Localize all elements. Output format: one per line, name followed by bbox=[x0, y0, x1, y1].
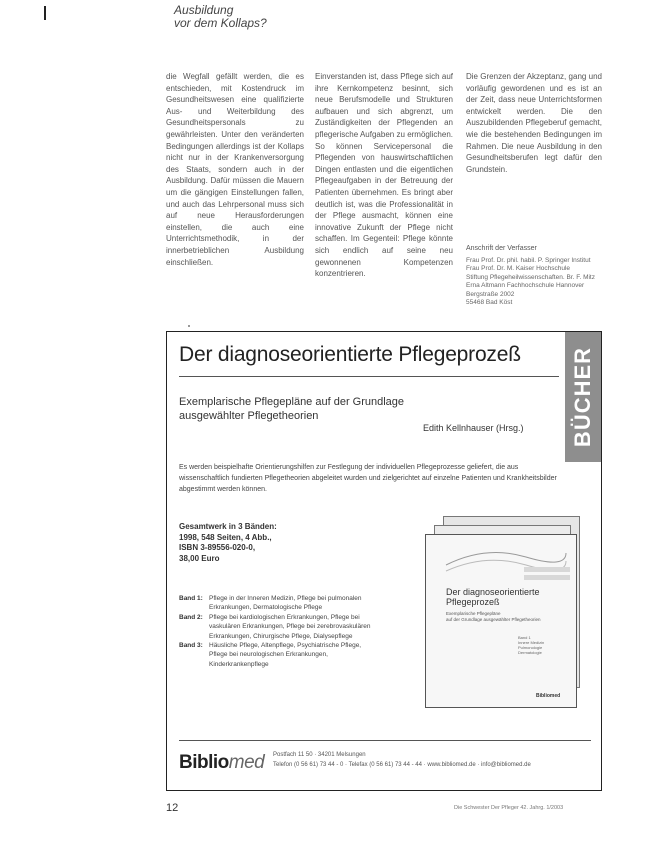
cover-volume-item: Pulmonologie bbox=[518, 645, 543, 650]
cover-graphic-icon bbox=[426, 535, 576, 585]
volume-line: Pflege bei neurologischen Erkrankungen, bbox=[209, 651, 328, 659]
cover-subtitle bbox=[446, 611, 541, 622]
author-address-line: Frau Prof. Dr. M. Kaiser Hochschule bbox=[466, 265, 571, 272]
cover-title bbox=[446, 587, 540, 607]
volume-label: Band 1: bbox=[179, 595, 203, 602]
article-column-1 bbox=[166, 71, 304, 268]
volume-line: Erkrankungen, Chirurgische Pflege, Dialysepflege bbox=[209, 632, 353, 640]
volume-label: Band 2: bbox=[179, 613, 203, 621]
journal-footline: Die Schwester Der Pfleger 42. Jahrg. 1/2003 bbox=[454, 805, 564, 811]
cover-title-line1: Der diagnoseorientierte bbox=[446, 587, 540, 597]
volume-line: vaskulären Erkrankungen, Pflege bei zerebrovaskulären bbox=[209, 623, 371, 631]
cover-volume-item: Dermatologie bbox=[518, 650, 542, 655]
author-address-line: Stiftung Pflegeheilwissenschaften. Br. F. Mitz bbox=[466, 273, 595, 281]
volume-item bbox=[179, 641, 419, 669]
volume-item bbox=[179, 613, 419, 641]
volume-line: Häusliche Pflege, Altenpflege, Psychiatrische Pflege, bbox=[209, 642, 362, 650]
ad-subtitle-line2: ausgewählter Pflegetheorien bbox=[179, 410, 319, 422]
volume-line: Kinderkrankenpflege bbox=[209, 660, 269, 668]
volume-label: Band 3: bbox=[179, 642, 203, 650]
cover-volume-list bbox=[518, 635, 544, 655]
ad-edition-line: Gesamtwerk in 3 Bänden: bbox=[179, 522, 277, 531]
article-column-1-text: die Wegfall gefällt werden, die es entschieden, mit Kostendruck im Gesundheitswesen eine qualifizierte Aus- und Weiterbildung des Gesundheitspersonals zu gewährleisten. Unter den veränderten Bedingungen allerdings ist der Kollaps nicht nur in der Krankenversorgung des Staats, sondern auch in der Ausbildung. Dafür müssen die Mauern um die gängigen Einstellungen fallen, und auch das Lehrpersonal muss sich auf neue Herausforderungen einstellen, die auch eine Unterrichtsmethodik, in der innerbetrieblichen Ausbildung einschließen. bbox=[166, 72, 304, 267]
ad-edition-info bbox=[179, 522, 277, 564]
volume-item bbox=[179, 594, 419, 613]
author-address-line: 55468 Bad Köst bbox=[466, 299, 513, 306]
ad-footer-rule bbox=[179, 740, 591, 741]
publisher-contact-line2: Telefon (0 56 61) 73 44 - 0 · Telefax (0 56 61) 73 44 - 44 · www.bibliomed.de · info@bibliomed.de bbox=[273, 762, 531, 768]
book-advertisement bbox=[166, 331, 602, 791]
author-address-line: Bergstraße 2002 bbox=[466, 290, 515, 298]
cover-subtitle-line2: auf der Grundlage ausgewählter Pflegetheorien bbox=[446, 616, 541, 622]
author-address-heading: Anschrift der Verfasser bbox=[466, 245, 537, 252]
cover-title-line2: Pflegeprozeß bbox=[446, 597, 500, 607]
ad-edition-line: 38,00 Euro bbox=[179, 553, 220, 563]
ad-title-rule bbox=[179, 376, 559, 377]
ad-volume-list bbox=[179, 594, 419, 669]
ad-description: Es werden beispielhafte Orientierungshilfen zur Festlegung der individuellen Pflegeprozesse geliefert, die aus wissenschaftlich fundierten Pflegetheorien abgeleitet wurden und zielgerichtet auf einzelne Patienten und Krankheitsbilder abgestimmt werden können. bbox=[179, 464, 557, 493]
ad-subtitle bbox=[179, 395, 404, 423]
author-address-line: Frau Prof. Dr. phil. habil. P. Springer Institut bbox=[466, 256, 591, 264]
bibliomed-logo bbox=[179, 752, 264, 774]
volume-line: Pflege in der Inneren Medizin, Pflege bei pulmonalen bbox=[209, 595, 362, 602]
ad-subtitle-line1: Exemplarische Pflegepläne auf der Grundlage bbox=[179, 396, 405, 408]
cover-volume-item: Band 1 bbox=[518, 635, 531, 640]
article-column-3-text: Die Grenzen der Akzeptanz, gang und vorläufig gewordenen und es ist an der Zeit, dass neue Unterrichtsformen entwickelt werden. Die den Auszubildenden Pflegeberuf gemacht, wie die bestehenden Bedingungen im Rahmen. Die neue Ausbildung in den Gesundheitsberufen legt dafür den Grundstein. bbox=[466, 72, 602, 174]
divider-dot bbox=[188, 325, 190, 327]
buecher-badge bbox=[565, 332, 601, 462]
ad-edition-line: 1998, 548 Seiten, 4 Abb., bbox=[179, 532, 272, 542]
author-address-line: Erna Altmann Fachhochschule Hannover bbox=[466, 282, 585, 289]
section-header-line2: vor dem Kollaps? bbox=[174, 16, 267, 30]
cover-publisher: Bibliomed bbox=[536, 693, 561, 699]
ad-editor: Edith Kellnhauser (Hrsg.) bbox=[423, 423, 524, 433]
margin-bar bbox=[44, 6, 46, 20]
author-address bbox=[466, 245, 606, 308]
book-cover-stack bbox=[425, 516, 595, 706]
article-column-2 bbox=[315, 71, 453, 280]
volume-line: Erkrankungen, Dermatologische Pflege bbox=[209, 604, 323, 612]
page-number: 12 bbox=[166, 802, 179, 814]
publisher-contact bbox=[273, 750, 531, 770]
logo-accent: med bbox=[228, 752, 265, 773]
ad-edition-line: ISBN 3-89556-020-0, bbox=[179, 543, 256, 552]
logo-main: Biblio bbox=[179, 752, 229, 773]
buecher-badge-label: BÜCHER bbox=[570, 346, 595, 448]
ad-title: Der diagnoseorientierte Pflegeprozeß bbox=[179, 343, 521, 366]
book-cover-front bbox=[425, 534, 577, 708]
cover-subtitle-line1: Exemplarische Pflegepläne bbox=[446, 611, 501, 616]
article-column-3 bbox=[466, 71, 602, 236]
section-header bbox=[174, 4, 267, 30]
cover-volume-item: Innere Medizin bbox=[518, 640, 545, 645]
article-column-2-text: Einverstanden ist, dass Pflege sich auf ihre Kernkompetenz besinnt, sich neue Berufsmodelle und Strukturen aufbauen und sich abgrenzt, um Zuständigkeiten der Pflegenden an pflegerische Aufgaben zu ermöglichen. So können Servicepersonal die Pflegenden von hauswirtschaftlichen Dingen entlasten und die eigentlichen Pflegeaufgaben in der Betreuung der Patienten übernehmen. Es bringt aber deutlich ist, was die Professionalität in der Pflege ausmacht, können eine innovative Zukunft der Pflege nicht schaffen. Im Gegenteil: Pflege könnte sich endlich auf seine neu gewonnenen Kompetenzen konzentrieren. bbox=[315, 72, 453, 279]
publisher-contact-line1: Postfach 11 50 · 34201 Melsungen bbox=[273, 752, 366, 758]
section-header-line1: Ausbildung bbox=[174, 3, 234, 17]
volume-line: Pflege bei kardiologischen Erkrankungen, Pflege bei bbox=[209, 613, 360, 621]
